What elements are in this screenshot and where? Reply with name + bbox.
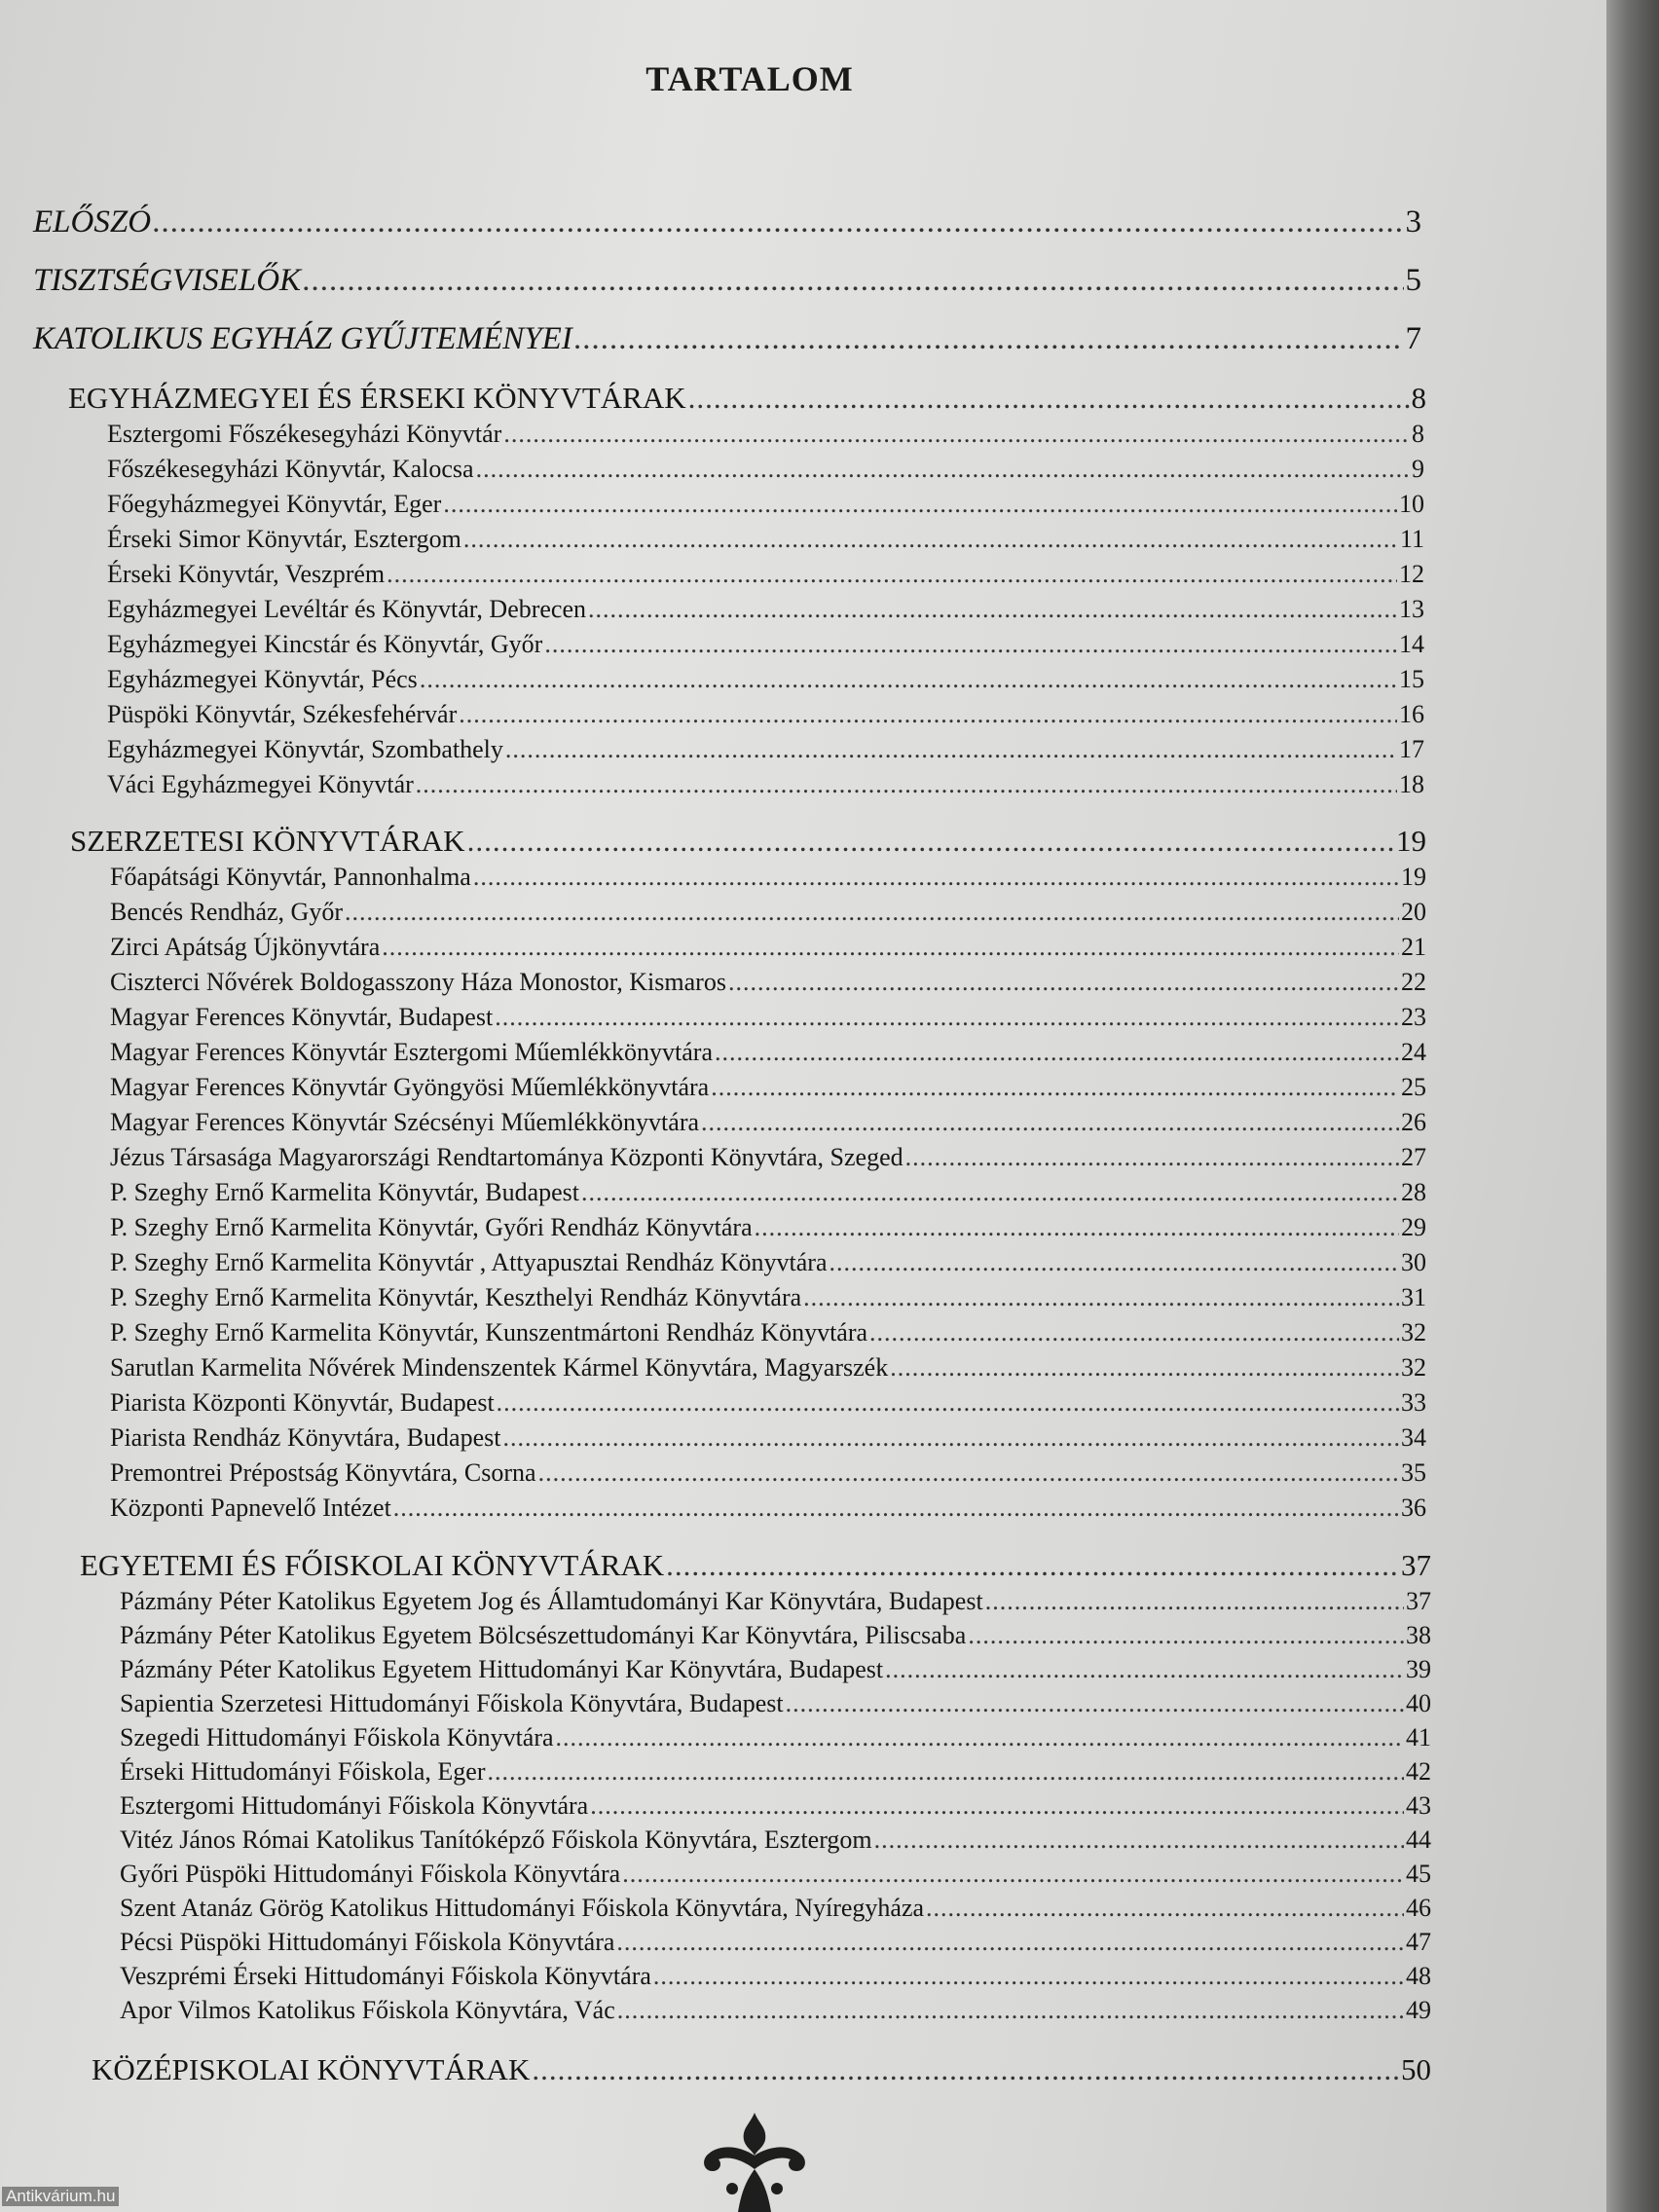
toc-page-number: 43 <box>1406 1791 1431 1820</box>
toc-label: Váci Egyházmegyei Könyvtár <box>107 770 414 798</box>
dot-leader <box>711 1073 1399 1102</box>
toc-page-number: 5 <box>1405 263 1421 298</box>
dot-leader <box>581 1178 1399 1207</box>
toc-label: Esztergomi Hittudományi Főiskola Könyvtára <box>120 1791 589 1820</box>
toc-row-entry <box>110 1423 1426 1462</box>
toc-row-entry <box>110 1283 1426 1322</box>
toc-label: ELŐSZÓ <box>33 204 152 240</box>
toc-page-number: 20 <box>1401 898 1426 926</box>
toc-page-number: 8 <box>1412 420 1424 448</box>
toc-row-entry <box>110 1213 1426 1252</box>
dot-leader <box>345 898 1399 927</box>
toc-page-number: 42 <box>1406 1757 1431 1786</box>
fleuron-ornament-icon <box>682 2105 828 2212</box>
toc-row-entry <box>110 1108 1426 1147</box>
toc-page-number: 47 <box>1406 1928 1431 1956</box>
toc-row-entry <box>110 1073 1426 1112</box>
toc-page-number: 41 <box>1406 1723 1431 1751</box>
toc-label: Főapátsági Könyvtár, Pannonhalma <box>110 863 471 891</box>
toc-row-entry <box>107 560 1424 599</box>
dot-leader <box>544 630 1397 659</box>
page-title: TARTALOM <box>645 59 854 98</box>
dot-leader <box>786 1689 1404 1718</box>
toc-row-entry <box>120 1791 1431 1830</box>
toc-page-number: 38 <box>1406 1621 1431 1649</box>
toc-page-number: 30 <box>1401 1248 1426 1276</box>
dot-leader <box>574 321 1404 357</box>
toc-row-entry <box>120 1928 1431 1967</box>
toc-page-number: 45 <box>1406 1860 1431 1888</box>
toc-page-number: 35 <box>1401 1458 1426 1487</box>
toc-row-entry <box>120 1757 1431 1796</box>
toc-row-entry <box>110 1493 1426 1532</box>
toc-label: P. Szeghy Ernő Karmelita Könyvtár, Győri Rendház Könyvtára <box>110 1213 753 1241</box>
toc-label: P. Szeghy Ernő Karmelita Könyvtár, Budapest <box>110 1178 580 1206</box>
toc-row-entry <box>107 525 1424 564</box>
dot-leader <box>688 381 1410 416</box>
toc-label: Vitéz János Római Katolikus Tanítóképző Főiskola Könyvtára, Esztergom <box>120 1825 872 1854</box>
toc-page-number: 28 <box>1401 1178 1426 1206</box>
dot-leader <box>387 560 1397 589</box>
dot-leader <box>905 1143 1399 1172</box>
toc-row-entry <box>110 1353 1426 1392</box>
toc-row-entry <box>120 1894 1431 1933</box>
toc-row-section <box>70 824 1426 863</box>
dot-leader <box>653 1962 1404 1991</box>
toc-label: Egyházmegyei Könyvtár, Szombathely <box>107 735 503 763</box>
toc-row-section <box>92 2052 1431 2091</box>
toc-label: Magyar Ferences Könyvtár Szécsényi Műemlékkönyvtára <box>110 1108 700 1136</box>
toc-row-entry <box>110 1143 1426 1182</box>
dot-leader <box>556 1723 1404 1752</box>
dot-leader <box>617 1996 1404 2025</box>
toc-row-entry <box>120 1621 1431 1660</box>
toc-page-number: 48 <box>1406 1962 1431 1990</box>
toc-page-number: 39 <box>1406 1655 1431 1683</box>
toc-page-number: 19 <box>1396 824 1426 858</box>
dot-leader <box>476 455 1410 484</box>
toc-row-entry <box>110 1458 1426 1497</box>
dot-leader <box>459 700 1397 729</box>
toc-page-number: 12 <box>1399 560 1424 588</box>
toc-label: Érseki Hittudományi Főiskola, Eger <box>120 1757 486 1786</box>
toc-label: Főszékesegyházi Könyvtár, Kalocsa <box>107 455 474 483</box>
toc-row-entry <box>110 863 1426 902</box>
toc-label: P. Szeghy Ernő Karmelita Könyvtár , Attyapusztai Rendház Könyvtára <box>110 1248 828 1276</box>
dot-leader <box>926 1894 1404 1923</box>
toc-page-number: 22 <box>1401 968 1426 996</box>
toc-row-major <box>33 321 1421 360</box>
toc-page-number: 37 <box>1406 1587 1431 1615</box>
toc-page-number: 18 <box>1399 770 1424 798</box>
toc-label: Magyar Ferences Könyvtár, Budapest <box>110 1003 494 1031</box>
toc-page-number: 29 <box>1401 1213 1426 1241</box>
toc-row-entry <box>110 1178 1426 1217</box>
dot-leader <box>153 204 1403 240</box>
dot-leader <box>588 595 1397 624</box>
dot-leader <box>701 1108 1399 1137</box>
toc-page-number: 23 <box>1401 1003 1426 1031</box>
toc-row-entry <box>120 1689 1431 1728</box>
toc-label: Érseki Könyvtár, Veszprém <box>107 560 386 588</box>
toc-page-number: 24 <box>1401 1038 1426 1066</box>
toc-row-entry <box>120 1723 1431 1762</box>
toc-row-entry <box>107 630 1424 669</box>
dot-leader <box>715 1038 1399 1067</box>
toc-page-number: 40 <box>1406 1689 1431 1717</box>
dot-leader <box>622 1860 1404 1889</box>
dot-leader <box>666 1548 1399 1583</box>
toc-label: Premontrei Prépostság Könyvtára, Csorna <box>110 1458 536 1487</box>
toc-page-number: 32 <box>1401 1353 1426 1382</box>
toc-label: SZERZETESI KÖNYVTÁRAK <box>70 824 465 858</box>
toc-label: Magyar Ferences Könyvtár Esztergomi Műemlékkönyvtára <box>110 1038 713 1066</box>
toc-row-section <box>68 381 1426 420</box>
dot-leader <box>303 263 1403 299</box>
toc-label: P. Szeghy Ernő Karmelita Könyvtár, Kunszentmártoni Rendház Könyvtára <box>110 1318 868 1346</box>
toc-page-number: 3 <box>1405 204 1421 240</box>
toc-page-number: 32 <box>1401 1318 1426 1346</box>
dot-leader <box>829 1248 1399 1277</box>
toc-page-number: 27 <box>1401 1143 1426 1171</box>
toc-page-number: 19 <box>1401 863 1426 891</box>
toc-row-entry <box>107 420 1424 459</box>
toc-page-number: 31 <box>1401 1283 1426 1311</box>
toc-row-entry <box>107 700 1424 739</box>
toc-label: Pázmány Péter Katolikus Egyetem Jog és Államtudományi Kar Könyvtára, Budapest <box>120 1587 983 1615</box>
toc-row-major <box>33 204 1421 243</box>
dot-leader <box>532 2052 1399 2087</box>
dot-leader <box>505 735 1397 764</box>
toc-label: Sarutlan Karmelita Nővérek Mindenszentek Kármel Könyvtára, Magyarszék <box>110 1353 889 1382</box>
dot-leader <box>488 1757 1404 1787</box>
toc-page-number: 33 <box>1401 1388 1426 1417</box>
toc-row-entry <box>107 770 1424 809</box>
dot-leader <box>590 1791 1404 1821</box>
toc-page-number: 44 <box>1406 1825 1431 1854</box>
dot-leader <box>874 1825 1404 1855</box>
toc-row-entry <box>120 1587 1431 1626</box>
book-spine-shadow <box>1606 0 1659 2212</box>
dot-leader <box>728 968 1399 997</box>
toc-label: Esztergomi Főszékesegyházi Könyvtár <box>107 420 502 448</box>
dot-leader <box>616 1928 1404 1957</box>
toc-label: Magyar Ferences Könyvtár Gyöngyösi Műemlékkönyvtára <box>110 1073 710 1101</box>
toc-page-number: 16 <box>1399 700 1424 728</box>
toc-page-number: 34 <box>1401 1423 1426 1452</box>
dot-leader <box>473 863 1399 892</box>
toc-label: Pázmány Péter Katolikus Egyetem Hittudományi Kar Könyvtára, Budapest <box>120 1655 884 1683</box>
toc-page-number: 7 <box>1405 321 1421 356</box>
dot-leader <box>538 1458 1399 1488</box>
toc-label: Piarista Központi Könyvtár, Budapest <box>110 1388 495 1417</box>
toc-row-entry <box>107 490 1424 529</box>
dot-leader <box>393 1493 1399 1523</box>
toc-label: Apor Vilmos Katolikus Főiskola Könyvtára, Vác <box>120 1996 615 2024</box>
toc-page-number: 50 <box>1401 2052 1431 2086</box>
dot-leader <box>502 1423 1399 1453</box>
toc-row-entry <box>110 1003 1426 1042</box>
toc-page-number: 17 <box>1399 735 1424 763</box>
toc-row-entry <box>120 1825 1431 1864</box>
toc-label: TISZTSÉGVISELŐK <box>33 263 302 298</box>
toc-page-number: 37 <box>1401 1548 1431 1582</box>
dot-leader <box>495 1003 1399 1032</box>
toc-page-number: 9 <box>1412 455 1424 483</box>
toc-page-number: 10 <box>1399 490 1424 518</box>
dot-leader <box>467 824 1394 859</box>
toc-row-entry <box>110 1038 1426 1077</box>
toc-page-number: 15 <box>1399 665 1424 693</box>
toc-page-number: 14 <box>1399 630 1424 658</box>
toc-label: EGYETEMI ÉS FŐISKOLAI KÖNYVTÁRAK <box>80 1548 665 1582</box>
toc-page-number: 26 <box>1401 1108 1426 1136</box>
toc-label: Ciszterci Nővérek Boldogasszony Háza Monostor, Kismaros <box>110 968 726 996</box>
dot-leader <box>420 665 1397 694</box>
dot-leader <box>985 1587 1404 1616</box>
toc-page-number: 11 <box>1399 525 1424 553</box>
toc-row-entry <box>107 455 1424 494</box>
toc-row-entry <box>110 1248 1426 1287</box>
toc-label: Veszprémi Érseki Hittudományi Főiskola Könyvtára <box>120 1962 651 1990</box>
toc-row-entry <box>110 1388 1426 1427</box>
dot-leader <box>755 1213 1399 1242</box>
toc-label: Győri Püspöki Hittudományi Főiskola Könyvtára <box>120 1860 621 1888</box>
toc-label: Püspöki Könyvtár, Székesfehérvár <box>107 700 458 728</box>
toc-row-entry <box>110 968 1426 1007</box>
toc-label: Bencés Rendház, Győr <box>110 898 343 926</box>
toc-label: Egyházmegyei Könyvtár, Pécs <box>107 665 418 693</box>
toc-page-number: 13 <box>1399 595 1424 623</box>
toc-label: Érseki Simor Könyvtár, Esztergom <box>107 525 461 553</box>
toc-row-section <box>80 1548 1431 1587</box>
dot-leader <box>463 525 1398 554</box>
dot-leader <box>968 1621 1404 1650</box>
toc-label: Szegedi Hittudományi Főiskola Könyvtára <box>120 1723 554 1751</box>
toc-label: Pázmány Péter Katolikus Egyetem Bölcsészettudományi Kar Könyvtára, Piliscsaba <box>120 1621 967 1649</box>
toc-row-entry <box>110 933 1426 972</box>
toc-page-number: 46 <box>1406 1894 1431 1922</box>
dot-leader <box>443 490 1397 519</box>
toc-row-entry <box>107 595 1424 634</box>
toc-page-number: 8 <box>1411 381 1426 415</box>
toc-label: KÖZÉPISKOLAI KÖNYVTÁRAK <box>92 2052 531 2086</box>
toc-label: Jézus Társasága Magyarországi Rendtartománya Központi Könyvtára, Szeged <box>110 1143 903 1171</box>
toc-row-entry <box>110 1318 1426 1357</box>
dot-leader <box>803 1283 1399 1312</box>
toc-row-entry <box>120 1655 1431 1694</box>
toc-label: Főegyházmegyei Könyvtár, Eger <box>107 490 442 518</box>
toc-label: P. Szeghy Ernő Karmelita Könyvtár, Keszthelyi Rendház Könyvtára <box>110 1283 802 1311</box>
dot-leader <box>885 1655 1404 1684</box>
toc-label: Pécsi Püspöki Hittudományi Főiskola Könyvtára <box>120 1928 615 1956</box>
watermark: Antikvárium.hu <box>2 2187 119 2206</box>
toc-page-number: 25 <box>1401 1073 1426 1101</box>
toc-label: Egyházmegyei Kincstár és Könyvtár, Győr <box>107 630 543 658</box>
dot-leader <box>497 1388 1399 1418</box>
toc-row-entry <box>107 665 1424 704</box>
dot-leader <box>382 933 1399 962</box>
toc-page-number: 49 <box>1406 1996 1431 2024</box>
dot-leader <box>869 1318 1399 1347</box>
toc-row-entry <box>120 1962 1431 2001</box>
dot-leader <box>890 1353 1399 1382</box>
toc-row-major <box>33 263 1421 302</box>
toc-row-entry <box>120 1996 1431 2035</box>
toc-row-entry <box>120 1860 1431 1899</box>
toc-row-entry <box>110 898 1426 937</box>
toc-label: Piarista Rendház Könyvtára, Budapest <box>110 1423 501 1452</box>
toc-label: Zirci Apátság Újkönyvtára <box>110 933 381 961</box>
dot-leader <box>503 420 1410 449</box>
dot-leader <box>416 770 1397 799</box>
toc-label: Szent Atanáz Görög Katolikus Hittudományi Főiskola Könyvtára, Nyíregyháza <box>120 1894 925 1922</box>
toc-label: KATOLIKUS EGYHÁZ GYŰJTEMÉNYEI <box>33 321 572 356</box>
toc-label: Központi Papnevelő Intézet <box>110 1493 391 1522</box>
toc-page-number: 21 <box>1401 933 1426 961</box>
toc-label: Sapientia Szerzetesi Hittudományi Főiskola Könyvtára, Budapest <box>120 1689 784 1717</box>
toc-page-number: 36 <box>1401 1493 1426 1522</box>
toc-row-entry <box>107 735 1424 774</box>
toc-label: Egyházmegyei Levéltár és Könyvtár, Debrecen <box>107 595 587 623</box>
toc-label: EGYHÁZMEGYEI ÉS ÉRSEKI KÖNYVTÁRAK <box>68 381 686 415</box>
